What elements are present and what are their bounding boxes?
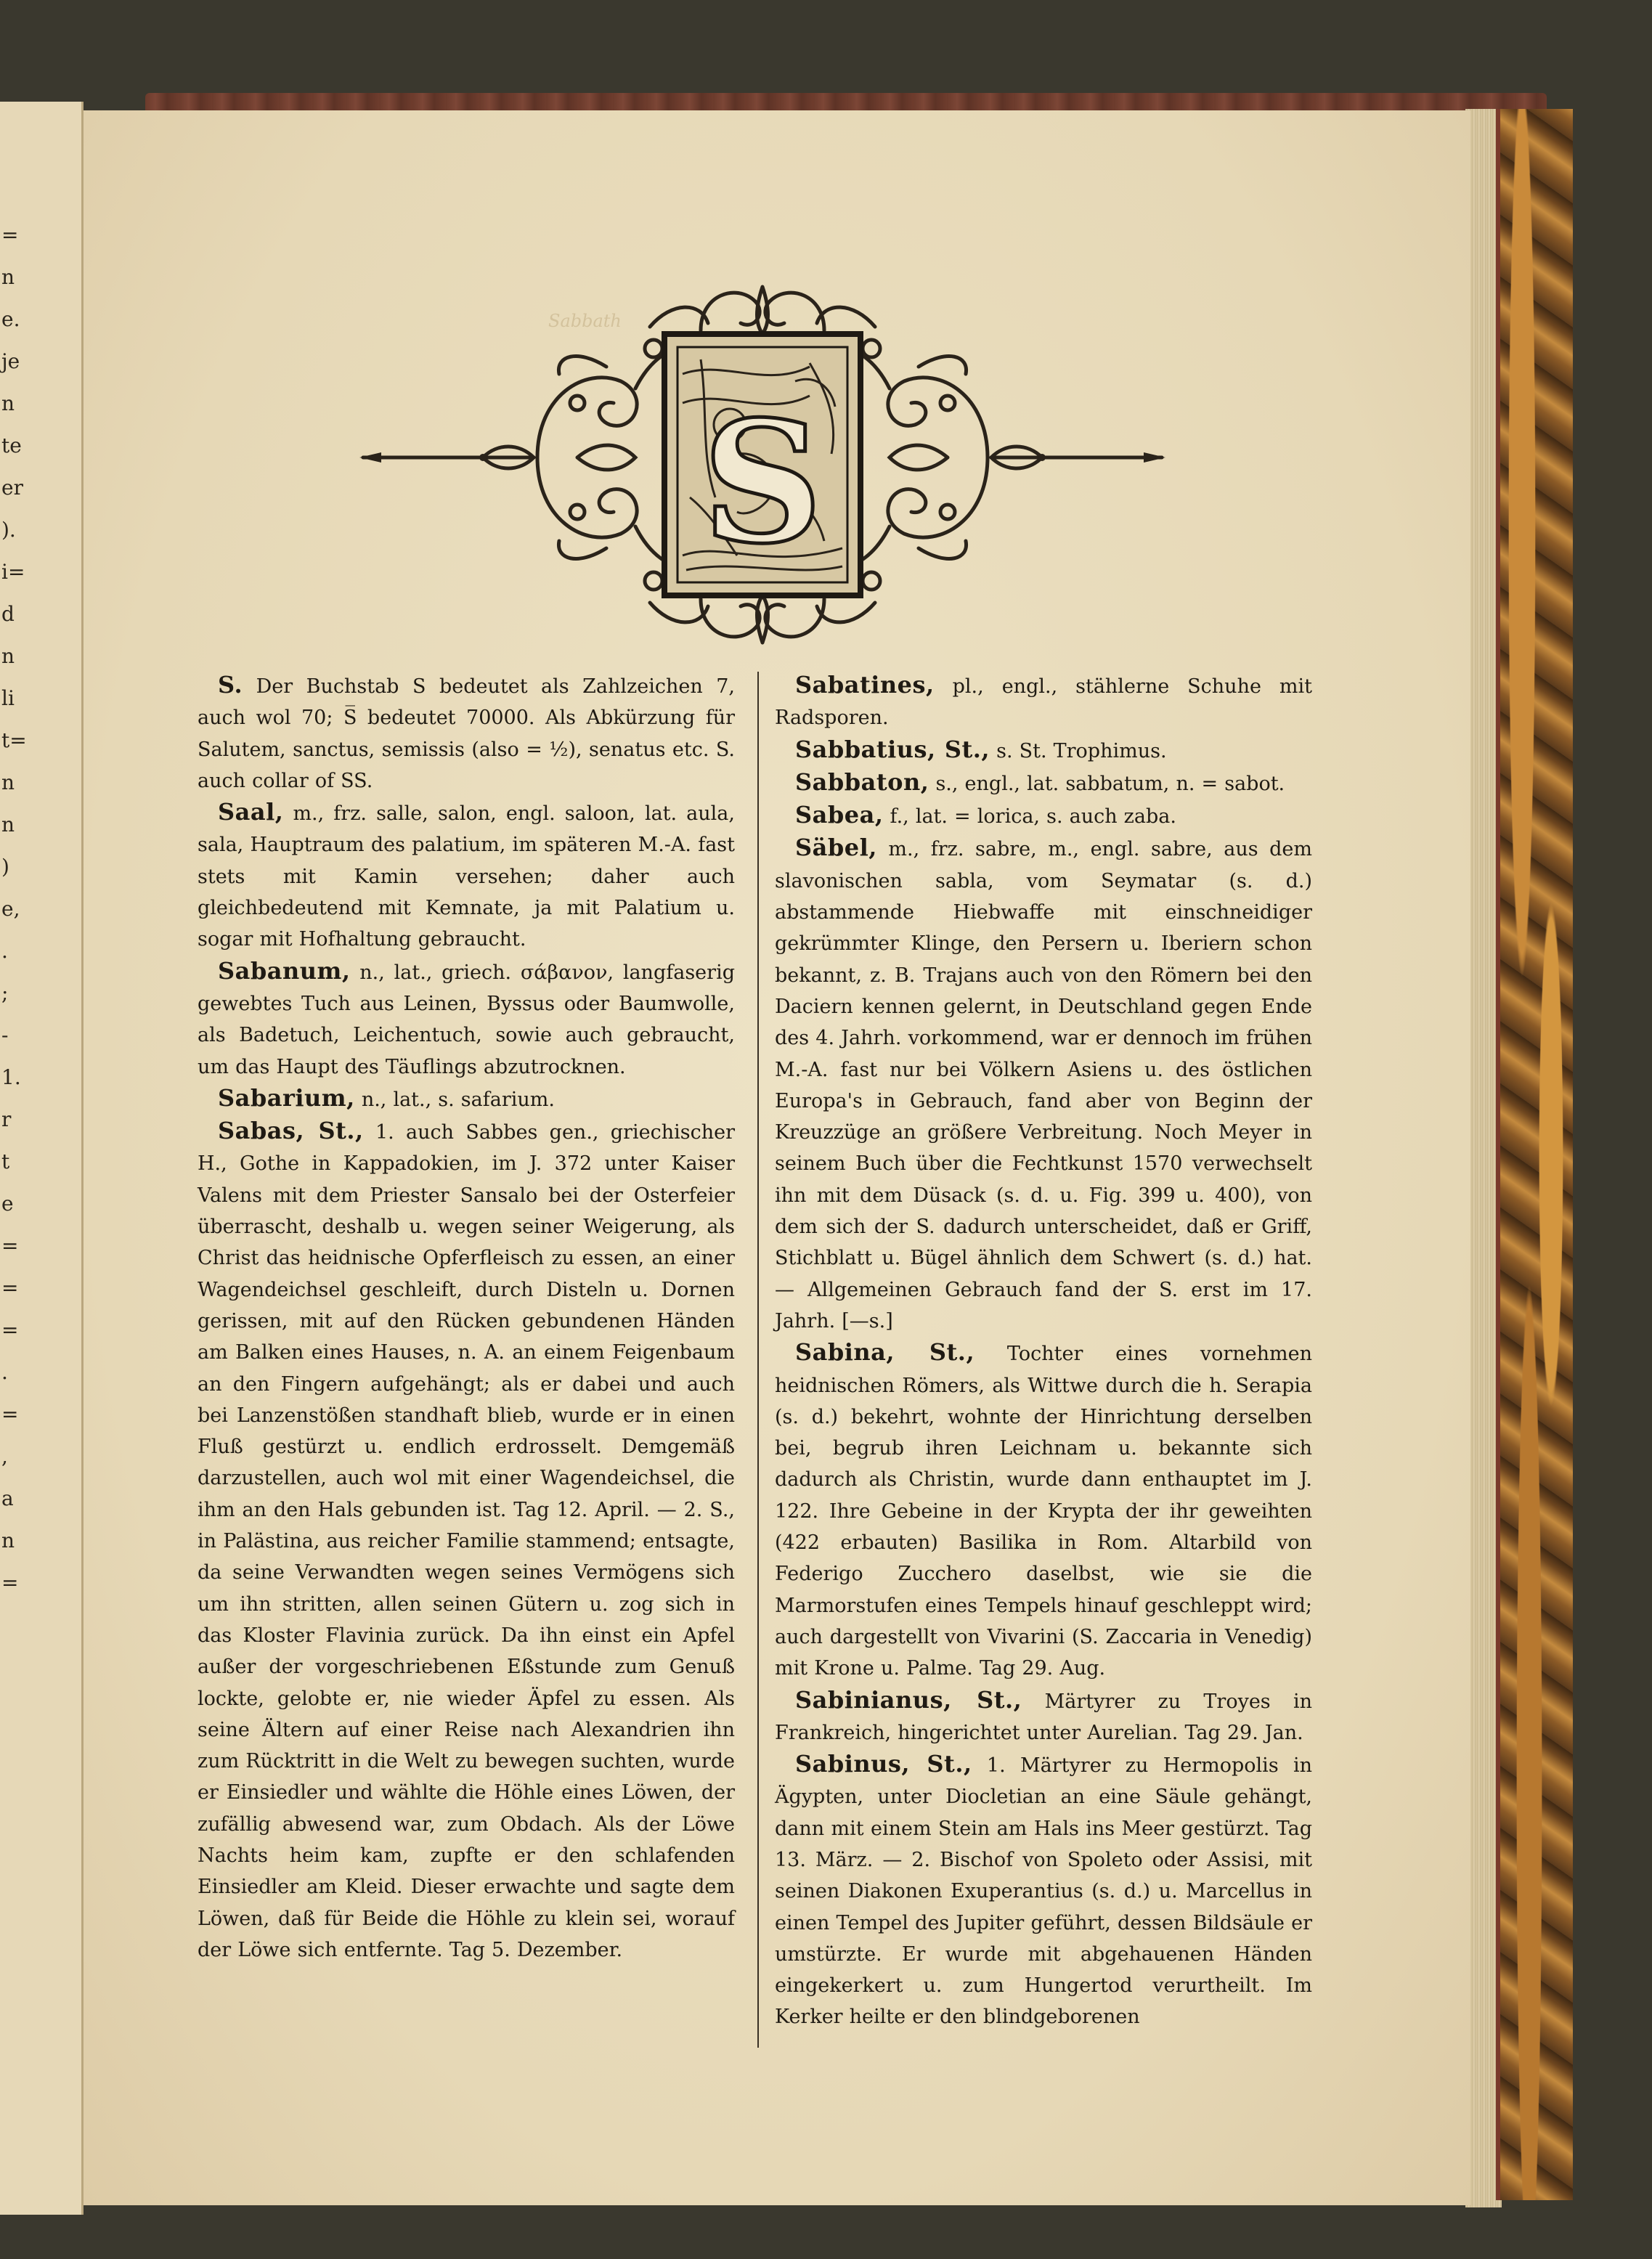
dictionary-entry xyxy=(775,734,1312,767)
dictionary-entry xyxy=(198,669,735,797)
entry-text: 1. Märtyrer zu Hermopolis in Ägypten, unter Diocletian an eine Säule gehängt, dann mit einem Stein am Hals ins Meer gestürzt. Tag 13. März. — 2. Bischof von Spoleto oder Assisi, mit seinen Diakonen Exuperantius (s. d.) u. Marcellus in einen Tempel des Jupiter geführt, dessen Bildsäule er umstürzte. Er wurde mit abgehauenen Händen eingekerkert u. zum Hungertod verurtheilt. Im Kerker heilte er den blindgeborenen xyxy=(775,1754,1312,2029)
entry-text: s. St. Trophimus. xyxy=(990,739,1167,762)
margin-fragment: t= xyxy=(1,728,27,752)
entry-headword: Säbel, xyxy=(795,834,877,862)
dictionary-entry xyxy=(775,1749,1312,2033)
margin-fragment: = xyxy=(1,223,19,247)
entry-text: Tochter eines vornehmen heidnischen Römers, als Wittwe durch die h. Serapia (s. d.) bekehrt, wohnte der Hinrichtung derselben bei, begrub ihren Leichnam u. bekannte sich dadurch als Christin, wurde dann enthauptet im J. 122. Ihre Gebeine in der Krypta der ihr geweihten (422 erbauten) Basilika in Rom. Altarbild von Federigo Zucchero daselbst, wie sie die Marmorstufen eines Tempels hinauf geschleppt wird; auch dargestellt von Vivarini (S. Zaccaria in Venedig) mit Krone u. Palme. Tag 29. Aug. xyxy=(775,1343,1312,1680)
margin-fragment: = xyxy=(1,1571,19,1595)
entry-headword: Sabinus, St., xyxy=(795,1750,972,1778)
entry-text: pl., engl., stählerne Schuhe mit Radsporen. xyxy=(775,675,1312,730)
ornamental-initial-s xyxy=(359,280,1165,650)
margin-fragment: , xyxy=(1,1444,8,1468)
dictionary-entry xyxy=(198,1083,735,1115)
dictionary-entry xyxy=(775,832,1312,1337)
entry-text: s., engl., lat. sabbatum, n. = sabot. xyxy=(929,772,1285,795)
dictionary-entry xyxy=(775,669,1312,734)
dictionary-entry xyxy=(775,1337,1312,1684)
margin-fragment: a xyxy=(1,1486,14,1510)
margin-fragment: . xyxy=(1,1360,8,1384)
margin-fragment: er xyxy=(1,476,23,500)
dictionary-entry xyxy=(775,1685,1312,1749)
margin-fragment: n xyxy=(1,265,15,289)
margin-fragment: ). xyxy=(1,518,16,542)
left-spear-tip xyxy=(359,452,381,463)
left-column xyxy=(198,669,735,1966)
entry-headword: Sabas, St., xyxy=(218,1117,364,1145)
entry-headword: Sabbaton, xyxy=(795,768,929,796)
entry-text: n., lat., s. safarium. xyxy=(354,1088,555,1111)
margin-fragment: i= xyxy=(1,560,25,584)
margin-fragment: 1. xyxy=(1,1065,21,1089)
dictionary-entry xyxy=(198,1115,735,1966)
entry-text: n., lat., griech. σάβανον, langfaserig gewebtes Tuch aus Leinen, Byssus oder Baumwolle, als Badetuch, Leichentuch, sowie auch gebraucht, um das Haupt des Täuflings abzutrocknen. xyxy=(198,961,735,1078)
right-column xyxy=(775,669,1312,2033)
dictionary-entry xyxy=(198,797,735,955)
entry-headword: Sabbatius, St., xyxy=(795,735,990,763)
marbled-cover-edge xyxy=(1496,109,1573,2200)
margin-fragment: te xyxy=(1,434,22,457)
entry-headword: Sabarium, xyxy=(218,1083,355,1112)
entry-text: Märtyrer zu Troyes in Frankreich, hingerichtet unter Aurelian. Tag 29. Jan. xyxy=(775,1690,1313,1744)
margin-fragment: = xyxy=(1,1234,19,1258)
right-spear-tip xyxy=(1144,452,1165,463)
margin-fragment: e xyxy=(1,1192,14,1216)
entry-headword: Sabina, St., xyxy=(795,1338,975,1367)
margin-fragment: d xyxy=(1,602,15,626)
left-page-edge xyxy=(0,102,84,2215)
margin-fragment: ) xyxy=(1,855,9,879)
entry-headword: Sabea, xyxy=(795,801,884,829)
margin-fragment: = xyxy=(1,1402,19,1426)
margin-fragment: n xyxy=(1,813,15,837)
margin-fragment: - xyxy=(1,1023,9,1047)
margin-fragment: e, xyxy=(1,897,20,921)
margin-fragment: li xyxy=(1,686,15,710)
entry-headword: Saal, xyxy=(218,798,284,826)
entry-headword: Sabanum, xyxy=(218,956,351,985)
margin-fragment: = xyxy=(1,1318,19,1342)
margin-fragment: je xyxy=(1,349,20,373)
entry-text: m., frz. salle, salon, engl. saloon, lat. aula, sala, Hauptraum des palatium, im späteren M.-A. fast stets mit Kamin versehen; daher auch gleichbedeutend mit Kemnate, ja mit Palatium u. sogar mit Hofhaltung gebraucht. xyxy=(198,802,735,951)
faint-header: Sabbath xyxy=(548,311,622,331)
margin-fragment: = xyxy=(1,1276,19,1300)
margin-fragment: ; xyxy=(1,981,9,1005)
margin-fragment: n xyxy=(1,770,15,794)
margin-fragment: e. xyxy=(1,307,20,331)
entry-headword: Sabinianus, St., xyxy=(795,1685,1022,1714)
entry-headword: Sabatines, xyxy=(795,671,935,699)
entry-text: 1. auch Sabbes gen., griechischer H., Gothe in Kappadokien, im J. 372 unter Kaiser Valens mit dem Priester Sansalo bei der Osterfeier überrascht, deshalb u. wegen seiner Weigerung, als Christ das heidnische Opferfleisch zu essen, an einer Wagendeichsel geschleift, durch Disteln u. Dornen gerissen, mit auf den Rücken gebundenen Händen am Balken eines Hauses, n. A. an einem Feigenbaum an den Fingern aufgehängt; als er dabei und auch bei Lanzenstößen standhaft blieb, wurde er in einen Fluß gestürzt u. endlich erdrosselt. Demgemäß darzustellen, auch wol mit einer Wagendeichsel, die ihm an den Hals gebunden ist. Tag 12. April. — 2. S., in Palästina, aus reicher Familie stammend; entsagte, da seine Verwandten wegen seines Vermögens sich um ihn stritten, allen seinen Gütern u. zog sich in das Kloster Flavinia zurück. Da ihn einst ein Apfel außer der vorgeschriebenen Eßstunde zum Genuß lockte, gelobte er, nie wieder Äpfel zu essen. Als seine Ältern auf einer Reise nach Alexandrien ihn zum Rücktritt in die Welt zu bewegen suchten, wurde er Einsiedler und wählte die Höhle eines Löwen, der zufällig abwesend war, zum Obdach. Als der Löwe Nachts heim kam, zupfte er den schlafenden Einsiedler am Kleid. Dieser erwachte und sagte dem Löwen, daß für Beide die Höhle zu klein sei, worauf der Löwe sich entfernte. Tag 5. Dezember. xyxy=(198,1121,735,1961)
dictionary-entry xyxy=(775,767,1312,799)
margin-fragment: n xyxy=(1,391,15,415)
dictionary-entry xyxy=(775,799,1312,832)
initial-letter: S xyxy=(701,385,823,581)
entry-text: m., frz. sabre, m., engl. sabre, aus dem slavonischen sabla, vom Seymatar (s. d.) abstammende Hiebwaffe mit einschneidiger gekrümmter Klinge, den Persern u. Iberiern schon bekannt, z. B. Trajans auch von den Römern bei den Daciern kennen gelernt, in Deutschland gegen Ende des 4. Jahrh. vorkommend, war er dennoch im frühen M.-A. fast nur bei Völkern Asiens u. des östlichen Europa's in Gebrauch, fand aber von Beginn der Kreuzzüge an größere Verbreitung. Noch Meyer in seinem Buch über die Fechtkunst 1570 verwechselt ihn mit dem Düsack (s. d. u. Fig. 399 u. 400), von dem sich der S. dadurch unterscheidet, daß er Griff, Stichblatt u. Bügel ähnlich dem Schwert (s. d.) hat. — Allgemeinen Gebrauch fand der S. erst im 17. Jahrh. [—s.] xyxy=(775,838,1312,1332)
margin-fragment: n xyxy=(1,644,15,668)
margin-fragment: r xyxy=(1,1107,12,1131)
margin-fragment: . xyxy=(1,939,8,963)
entry-text: Der Buchstab S bedeutet als Zahlzeichen 7, auch wol 70; S̅ bedeutet 70000. Als Abkürzung für Salutem, sanctus, semissis (also = ½), senatus etc. S. auch collar of SS. xyxy=(198,675,735,792)
entry-headword: S. xyxy=(218,671,243,699)
margin-fragment: t xyxy=(1,1149,10,1173)
column-rule xyxy=(757,672,759,2048)
margin-fragment: n xyxy=(1,1529,15,1552)
entry-text: f., lat. = lorica, s. auch zaba. xyxy=(883,805,1176,829)
dictionary-entry xyxy=(198,956,735,1083)
